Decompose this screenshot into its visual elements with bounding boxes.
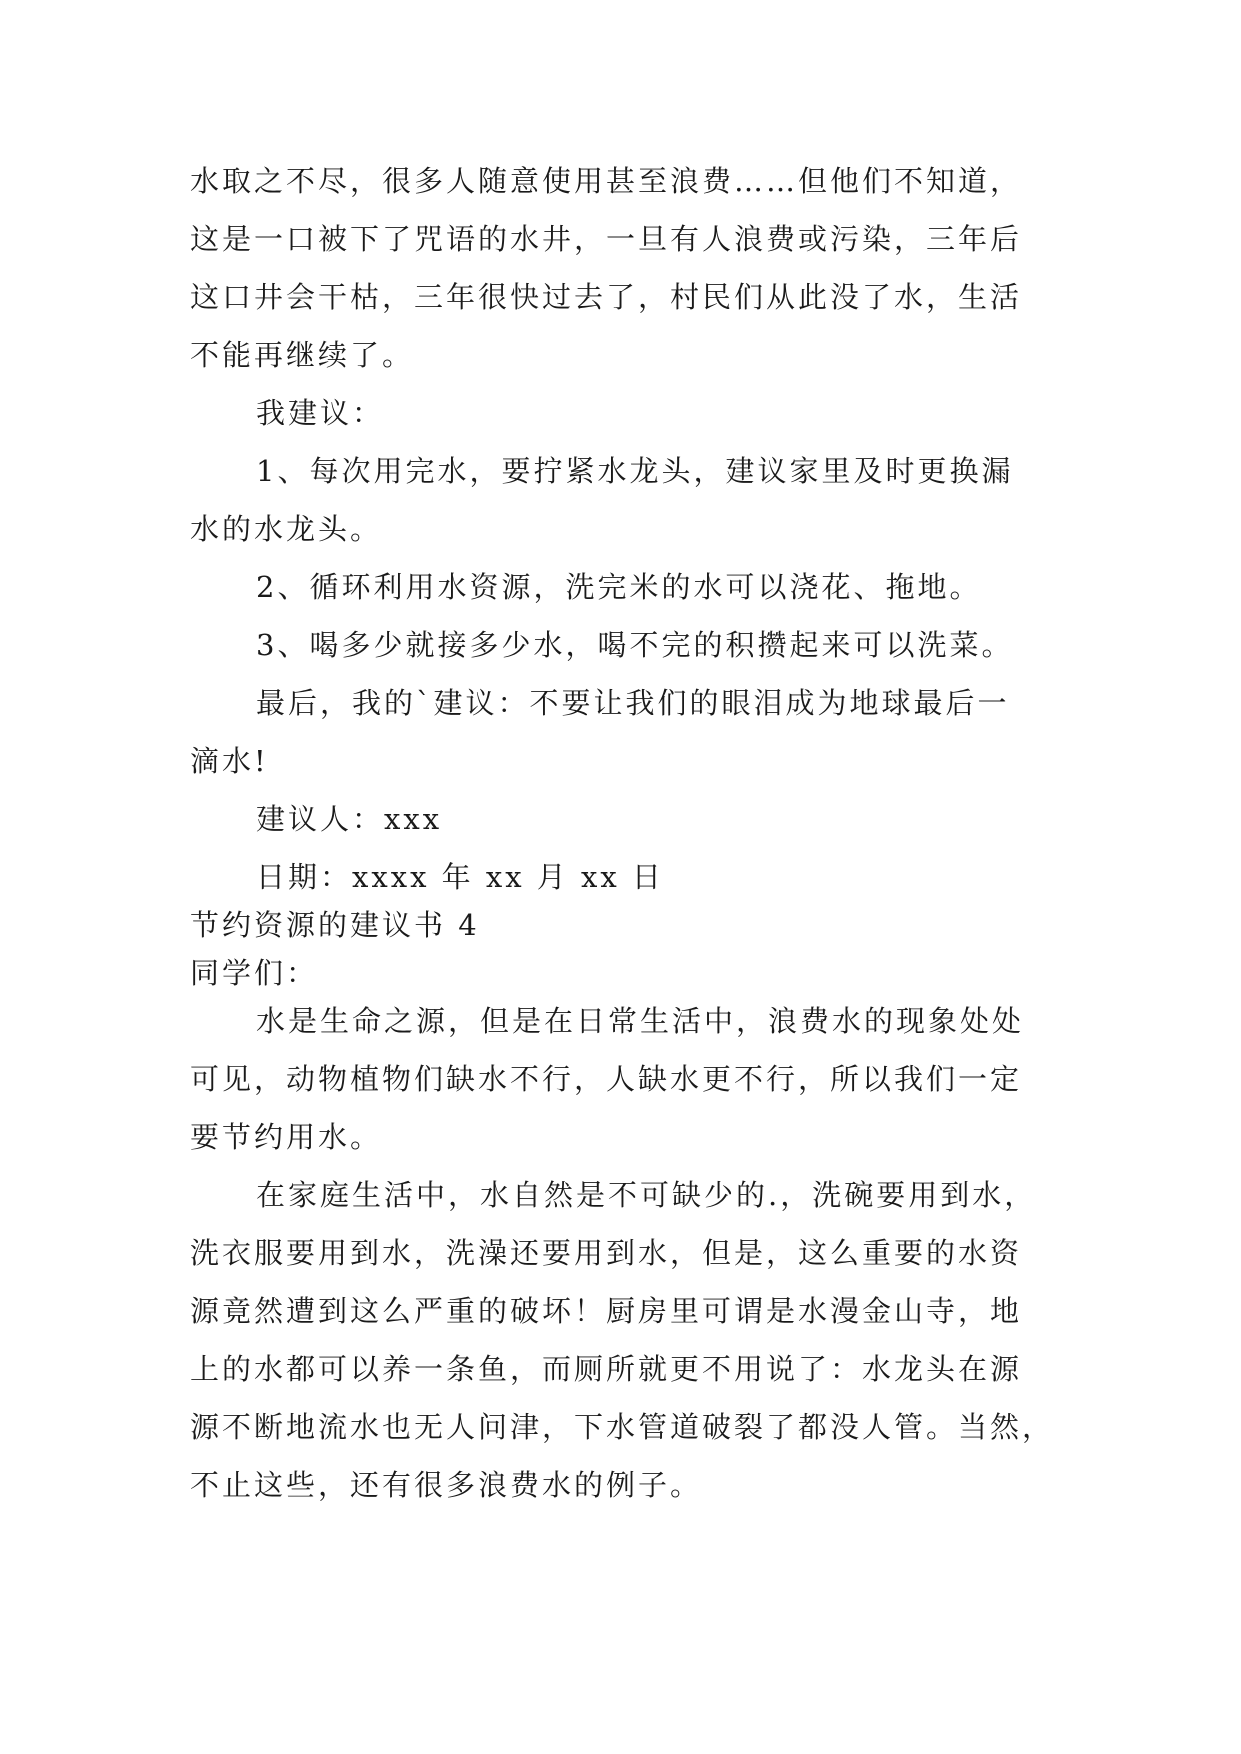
paragraph-line: 这口井会干枯，三年很快过去了，村民们从此没了水，生活 xyxy=(190,280,1023,314)
closing-line-cont: 滴水! xyxy=(190,744,269,778)
list-item-1: 1、每次用完水，要拧紧水龙头，建议家里及时更换漏 xyxy=(256,454,1014,488)
paragraph-line: 在家庭生活中，水自然是不可缺少的.，洗碗要用到水， xyxy=(256,1178,1037,1212)
paragraph-line: 水取之不尽，很多人随意使用甚至浪费……但他们不知道， xyxy=(190,164,1023,198)
paragraph-line: 要节约用水。 xyxy=(190,1120,383,1154)
paragraph-line: 不止这些，还有很多浪费水的例子。 xyxy=(190,1468,703,1502)
paragraph-line: 水是生命之源，但是在日常生活中，浪费水的现象处处 xyxy=(256,1004,1025,1038)
paragraph-line: 我建议： xyxy=(256,396,385,430)
signature-proposer: 建议人：xxx xyxy=(256,802,443,836)
paragraph-line: 不能再继续了。 xyxy=(190,338,415,372)
list-item-1-cont: 水的水龙头。 xyxy=(190,512,383,546)
signature-date: 日期：xxxx 年 xx 月 xx 日 xyxy=(256,860,664,894)
paragraph-line: 可见，动物植物们缺水不行，人缺水更不行，所以我们一定 xyxy=(190,1062,1023,1096)
paragraph-line: 源不断地流水也无人问津，下水管道破裂了都没人管。当然， xyxy=(190,1410,1055,1444)
list-item-2: 2、循环利用水资源，洗完米的水可以浇花、拖地。 xyxy=(256,570,982,604)
paragraph-line: 这是一口被下了咒语的水井，一旦有人浪费或污染，三年后 xyxy=(190,222,1023,256)
paragraph-line: 上的水都可以养一条鱼，而厕所就更不用说了：水龙头在源 xyxy=(190,1352,1023,1386)
section-heading: 节约资源的建议书 4 xyxy=(190,908,480,942)
closing-line: 最后，我的`建议：不要让我们的眼泪成为地球最后一 xyxy=(256,686,1010,720)
paragraph-line: 源竟然遭到这么严重的破坏！厨房里可谓是水漫金山寺，地 xyxy=(190,1294,1023,1328)
document-body xyxy=(190,162,1070,1524)
salutation: 同学们： xyxy=(190,956,319,990)
list-item-3: 3、喝多少就接多少水，喝不完的积攒起来可以洗菜。 xyxy=(256,628,1014,662)
paragraph-line: 洗衣服要用到水，洗澡还要用到水，但是，这么重要的水资 xyxy=(190,1236,1023,1270)
